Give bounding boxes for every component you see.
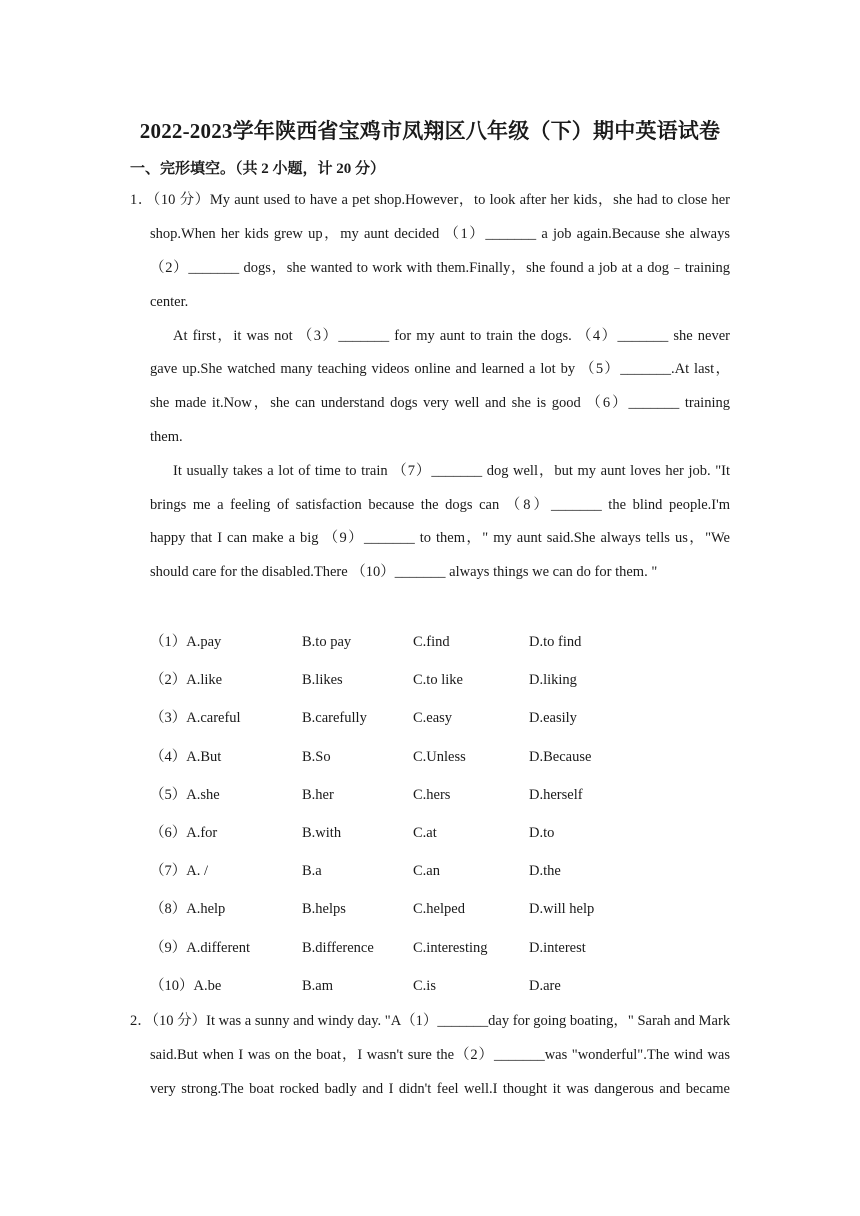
question-2-line: 2．（10 分）It was a sunny and windy day. "A（1）_______day for going boating，" Sarah and Mark (130, 1013, 731, 1029)
option-d: D.easily (529, 710, 577, 727)
option-d: D.to (529, 824, 555, 841)
option-a: （4）A.But (150, 748, 222, 765)
option-a: （9）A.different (150, 939, 250, 956)
question-2-line: said.But when I was on the boat，I wasn't sure the（2）_______was "wonderful".The wind was (150, 1047, 730, 1063)
question-2-line: very strong.The boat rocked badly and I didn't feel well.I thought it was dangerous and became (150, 1081, 730, 1097)
question-1-line: them. (150, 429, 183, 445)
question-1-line: gave up.She watched many teaching videos online and learned a lot by （5）_______.At last， (150, 361, 730, 377)
question-1-line: At first，it was not （3）_______ for my aunt to train the dogs. （4）_______ she never (173, 328, 730, 344)
question-1-options (150, 632, 750, 1014)
option-row (150, 632, 750, 670)
option-b: B.difference (302, 939, 374, 956)
option-a: （8）A.help (150, 901, 226, 918)
option-d: D.are (529, 977, 561, 994)
option-c: C.easy (413, 710, 453, 727)
option-a: （3）A.careful (150, 710, 241, 727)
question-1-line: center. (150, 294, 189, 310)
option-c: C.find (413, 634, 450, 650)
option-b: B.with (302, 824, 342, 841)
option-c: C.interesting (413, 939, 488, 956)
question-1-line: 1．（10 分）My aunt used to have a pet shop.However，to look after her kids，she had to close her (130, 192, 730, 208)
page-title: 2022-2023学年陕西省宝鸡市凤翔区八年级（下）期中英语试卷 (139, 119, 721, 143)
option-c: C.is (413, 977, 436, 994)
option-row (150, 785, 750, 823)
option-d: D.Because (529, 748, 592, 765)
option-a: （5）A.she (150, 786, 220, 803)
option-c: C.hers (413, 786, 451, 803)
question-1-line: she made it.Now，she can understand dogs very well and she is good （6）_______ training (150, 395, 730, 411)
option-a: （2）A.like (150, 672, 223, 689)
question-1-line: （2）_______ dogs，she wanted to work with them.Finally，she found a job at a dog﹣training (150, 260, 730, 276)
option-row (150, 899, 750, 937)
option-b: B.am (302, 977, 334, 994)
option-d: D.herself (529, 786, 583, 803)
question-1-line: should care for the disabled.There （10）_______ always things we can do for them. " (150, 564, 658, 580)
question-1-line: happy that I can make a big （9）_______ to them，" my aunt said.She always tells us，"We (150, 530, 730, 546)
option-a: （1）A.pay (150, 634, 222, 650)
option-d: D.the (529, 863, 561, 880)
option-d: D.liking (529, 672, 577, 689)
option-b: B.likes (302, 672, 343, 689)
option-c: C.to like (413, 672, 463, 689)
option-c: C.at (413, 824, 437, 841)
option-d: D.will help (529, 901, 595, 918)
option-c: C.helped (413, 901, 465, 918)
option-row (150, 938, 750, 976)
option-b: B.a (302, 863, 322, 880)
option-d: D.interest (529, 939, 586, 956)
option-b: B.her (302, 786, 334, 803)
question-1-line: shop.When her kids grew up，my aunt decided （1）_______ a job again.Because she always (150, 226, 730, 242)
question-1-line: brings me a feeling of satisfaction because the dogs can （8）_______ the blind people.I'm (150, 497, 730, 513)
option-row (150, 708, 750, 746)
option-row (150, 861, 750, 899)
option-a: （6）A.for (150, 824, 218, 841)
option-c: C.an (413, 863, 440, 880)
option-row (150, 823, 750, 861)
section-heading: 一、完形填空。（共 2 小题，计 20 分） (130, 161, 386, 177)
option-a: （7）A. / (150, 863, 208, 880)
option-d: D.to find (529, 634, 582, 650)
option-a: （10）A.be (150, 977, 222, 994)
question-1-line: It usually takes a lot of time to train （7）_______ dog well，but my aunt loves her job. "It (173, 463, 730, 479)
option-row (150, 747, 750, 785)
option-b: B.helps (302, 901, 346, 918)
option-c: C.Unless (413, 748, 466, 765)
option-row (150, 976, 750, 1014)
option-b: B.So (302, 748, 331, 765)
option-b: B.to pay (302, 634, 352, 650)
option-b: B.carefully (302, 710, 367, 727)
option-row (150, 670, 750, 708)
